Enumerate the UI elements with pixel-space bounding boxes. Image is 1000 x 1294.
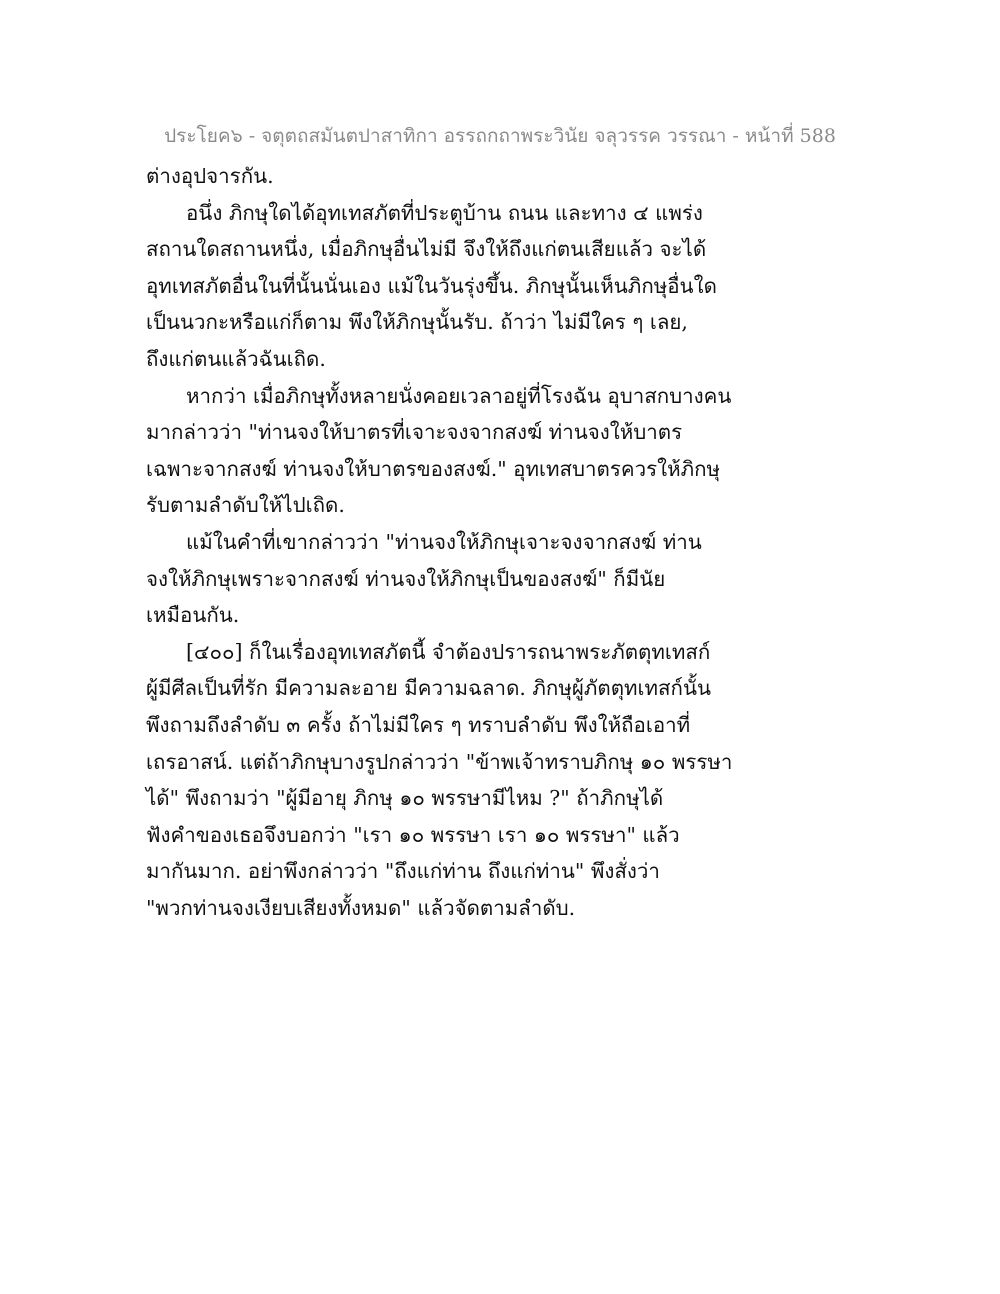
text-line: มากล่าวว่า "ท่านจงให้บาตรที่เจาะจงจากสงฆ์ ท่านจงให้บาตร — [146, 420, 683, 445]
text-line: "พวกท่านจงเงียบเสียงทั้งหมด" แล้วจัดตามลำดับ. — [146, 895, 576, 920]
text-line: รับตามลำดับให้ไปเถิด. — [146, 493, 345, 518]
page-header: ประโยค๖ - จตุตถสมันตปาสาทิกา อรรถกถาพระวินัย จลุวรรค วรรณา - หน้าที่ 588 — [164, 125, 836, 147]
text-line: อนึ่ง ภิกษุใดได้อุทเทสภัตที่ประตูบ้าน ถนน และทาง ๔ แพร่ง — [186, 200, 703, 225]
text-line: อุทเทสภัตอื่นในที่นั้นนั่นเอง แม้ในวันรุ่งขึ้น. ภิกษุนั้นเห็นภิกษุอื่นใด — [146, 273, 717, 298]
text-line: [๔๐๐] ก็ในเรื่องอุทเทสภัตนี้ จำต้องปรารถนาพระภัตตุทเทสก์ — [186, 639, 711, 664]
text-line: ต่างอุปจารกัน. — [146, 164, 274, 188]
text-line: สถานใดสถานหนึ่ง, เมื่อภิกษุอื่นไม่มี จึงให้ถึงแก่ตนเสียแล้ว จะได้ — [146, 237, 707, 262]
text-line: เป็นนวกะหรือแก่ก็ตาม พึงให้ภิกษุนั้นรับ. ถ้าว่า ไม่มีใคร ๆ เลย, — [146, 310, 688, 335]
text-line: หากว่า เมื่อภิกษุทั้งหลายนั่งคอยเวลาอยู่ที่โรงฉัน อุบาสกบางคน — [186, 383, 732, 408]
document-body — [146, 158, 866, 926]
text-line: จงให้ภิกษุเพราะจากสงฆ์ ท่านจงให้ภิกษุเป็นของสงฆ์" ก็มีนัย — [146, 566, 666, 591]
text-line: ผู้มีศีลเป็นที่รัก มีความละอาย มีความฉลาด. ภิกษุผู้ภัตตุทเทสก์นั้น — [146, 676, 711, 701]
text-line: มากันมาก. อย่าพึงกล่าวว่า "ถึงแก่ท่าน ถึงแก่ท่าน" พึงสั่งว่า — [146, 859, 660, 884]
text-line: ฟังคำของเธอจึงบอกว่า "เรา ๑๐ พรรษา เรา ๑๐ พรรษา" แล้ว — [146, 822, 680, 847]
text-line: เถรอาสน์. แต่ถ้าภิกษุบางรูปกล่าวว่า "ข้าพเจ้าทราบภิกษุ ๑๐ พรรษา — [146, 749, 733, 774]
text-line: แม้ในคำที่เขากล่าวว่า "ท่านจงให้ภิกษุเจาะจงจากสงฆ์ ท่าน — [186, 529, 702, 554]
text-line: เฉพาะจากสงฆ์ ท่านจงให้บาตรของสงฆ์." อุทเทสบาตรควรให้ภิกษุ — [146, 456, 721, 481]
text-line: พึงถามถึงลำดับ ๓ ครั้ง ถ้าไม่มีใคร ๆ ทราบลำดับ พึงให้ถือเอาที่ — [146, 712, 691, 737]
text-line: ถึงแก่ตนแล้วฉันเถิด. — [146, 346, 326, 371]
text-line: เหมือนกัน. — [146, 603, 240, 628]
text-line: ได้" พึงถามว่า "ผู้มีอายุ ภิกษุ ๑๐ พรรษามีไหม ?" ถ้าภิกษุได้ — [146, 786, 664, 811]
